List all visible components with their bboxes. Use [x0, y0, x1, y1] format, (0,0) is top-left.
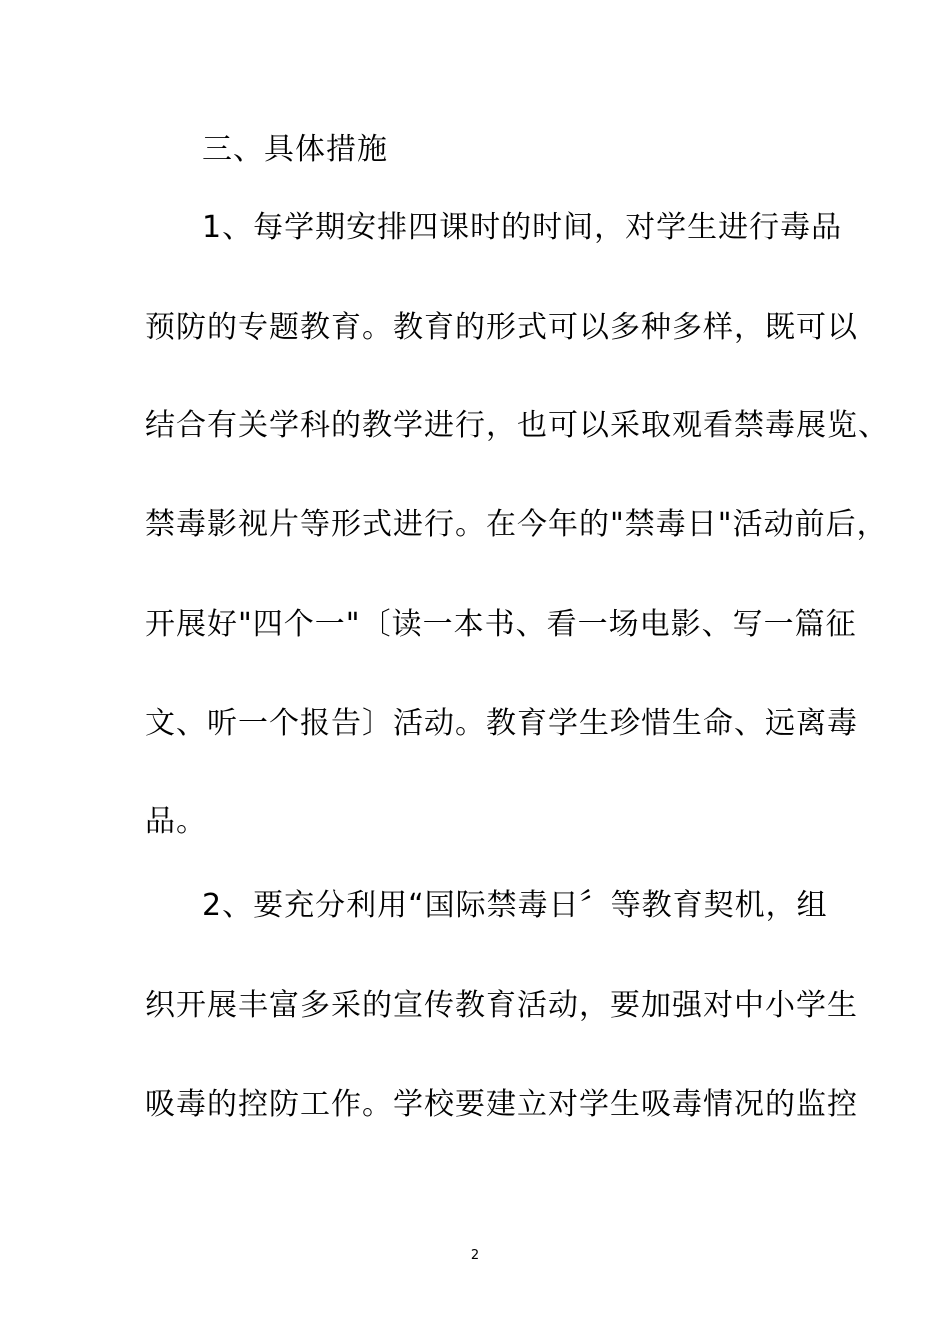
paragraph-2-line-2: 织开展丰富多采的宣传教育活动，要加强对中小学生 — [145, 988, 858, 1023]
paragraph-1-line-2: 预防的专题教育。教育的形式可以多种多样，既可以 — [145, 310, 858, 345]
paragraph-1-line-1: 1、每学期安排四课时的时间，对学生进行毒品 — [202, 210, 843, 245]
paragraph-2-line-1: 2、要充分利用“国际禁毒日〞等教育契机，组 — [202, 888, 828, 923]
page-number: 2 — [470, 1248, 480, 1263]
paragraph-1-line-6: 文、听一个报告〕活动。教育学生珍惜生命、远离毒 — [145, 706, 858, 741]
section-heading: 三、具体措施 — [202, 132, 388, 167]
paragraph-1-line-5: 开展好"四个一"〔读一本书、看一场电影、写一篇征 — [145, 607, 857, 642]
paragraph-1-line-4: 禁毒影视片等形式进行。在今年的"禁毒日"活动前后， — [145, 507, 888, 542]
paragraph-2-line-3: 吸毒的控防工作。学校要建立对学生吸毒情况的监控 — [145, 1087, 858, 1122]
paragraph-1-line-3: 结合有关学科的教学进行，也可以采取观看禁毒展览、 — [145, 408, 889, 443]
paragraph-1-line-7: 品。 — [145, 804, 207, 839]
